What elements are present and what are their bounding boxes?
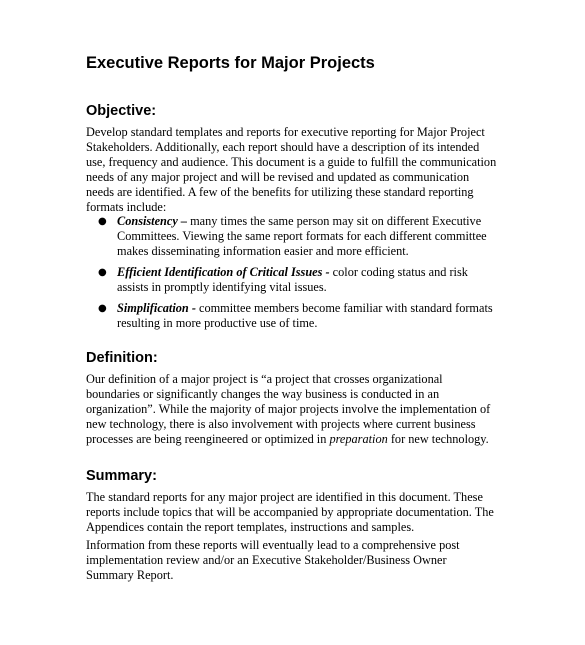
summary-paragraph-1: The standard reports for any major project are identified in this document. These reports include topics that will be accompanied by appropriate documentation. The Appendices contain the report templates, instructions and samples. (86, 490, 494, 534)
benefit-description: color coding status and risk assists in promptly identifying vital issues. (117, 265, 468, 294)
benefits-list (98, 214, 528, 337)
definition-text-start: Our definition of a major project is “a project that crosses organizational boundaries or significantly changes the way business is conducted in an organization”. While the majority of major projects involve the implementation of new technology, there is also involvement with projects where current business processes are being reengineered or optimized in (86, 372, 491, 446)
benefit-item-consistency (98, 214, 528, 259)
benefit-description: many times the same person may sit on different Executive Committees. Viewing the same report formats for each different committee makes disseminating information easier and more efficient. (117, 214, 487, 258)
benefit-description: committee members become familiar with standard formats resulting in more productive use of time. (117, 301, 493, 330)
definition-italic-word: preparation (329, 432, 388, 446)
benefit-item-simplification (98, 301, 528, 331)
benefit-item-efficient-identification (98, 265, 528, 295)
bullet-icon: ● (98, 216, 107, 227)
document-title: Executive Reports for Major Projects (86, 54, 375, 72)
benefit-term: Efficient Identification of Critical Issues - (117, 265, 330, 279)
summary-heading: Summary: (86, 468, 157, 484)
objective-heading: Objective: (86, 103, 157, 119)
summary-paragraph-2: Information from these reports will eventually lead to a comprehensive post implementation review and/or an Executive Stakeholder/Business Owner Summary Report. (86, 538, 460, 582)
definition-heading: Definition: (86, 350, 158, 366)
benefit-term: Simplification - (117, 301, 196, 315)
bullet-icon: ● (98, 303, 107, 314)
objective-paragraph: Develop standard templates and reports for executive reporting for Major Project Stakeholders. Additionally, each report should have a description of its intended use, frequency and audience. This document is a guide to fulfill the communication needs of any major project and will be revised and updated as communication needs are identified. A few of the benefits for utilizing these standard reporting formats include: (86, 125, 497, 214)
benefit-term: Consistency – (117, 214, 188, 228)
bullet-icon: ● (98, 267, 107, 278)
definition-text-end: for new technology. (387, 432, 489, 446)
definition-paragraph (86, 372, 546, 447)
